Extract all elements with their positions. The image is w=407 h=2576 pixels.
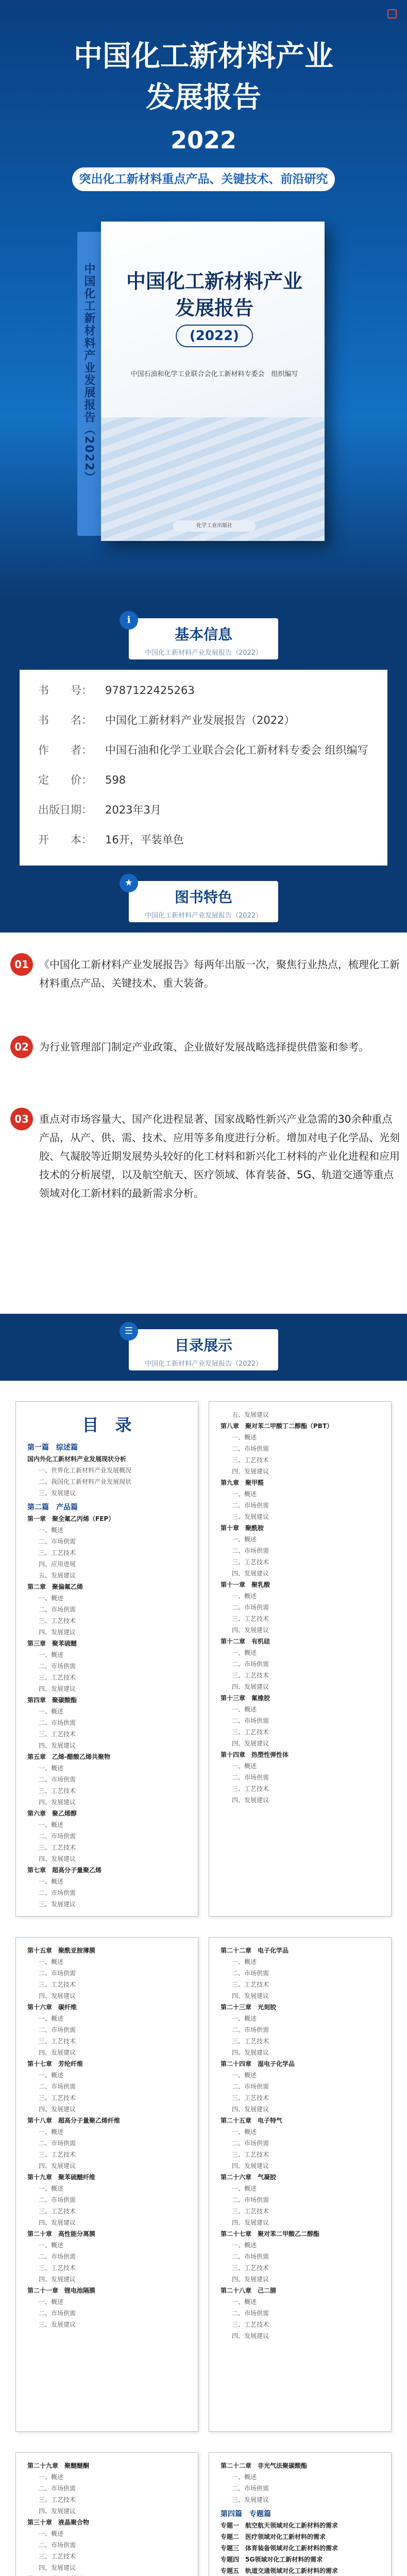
- toc-entry: 三、工艺技术: [39, 1787, 76, 1794]
- toc-entry: 一、概述: [39, 2473, 64, 2481]
- toc-entry: 二、市场供需: [232, 2140, 269, 2147]
- toc-entry: 一、概述: [39, 2072, 64, 2079]
- book-front-cover: [101, 222, 325, 541]
- toc-entry: 三、发展建议: [39, 1901, 76, 1908]
- toc-entry: 一、概述: [232, 2185, 257, 2192]
- toc-entry: 专题三 体育装备领域对化工新材料的需求: [221, 2545, 338, 2552]
- feature-text: 为行业管理部门制定产业政策、企业做好发展战略选择提供借鉴和参考。: [39, 1041, 369, 1053]
- toc-entry: 一、概述: [232, 2298, 257, 2306]
- toc-header: [124, 1326, 278, 1370]
- toc-entry: 一、概述: [39, 2242, 64, 2249]
- toc-subtitle: 中国化工新材料产业发展报告（2022）: [144, 1360, 263, 1368]
- toc-entry: 第十七章 芳纶纤维: [27, 2060, 83, 2067]
- toc-entry: 三、工艺技术: [232, 2208, 269, 2215]
- toc-entry: 三、工艺技术: [39, 1844, 76, 1851]
- toc-entry: 二、市场供需: [232, 2485, 269, 2492]
- toc-entry: 三、工艺技术: [39, 2264, 76, 2272]
- toc-entry: 一、概述: [39, 2298, 64, 2306]
- toc-entry: 三、工艺技术: [39, 1674, 76, 1681]
- toc-entry: 第九章 聚甲醛: [221, 1479, 264, 1486]
- feature-item: [10, 1036, 402, 1092]
- info-row-format: [20, 828, 387, 851]
- toc-entry: 第二十九章 聚醚醚酮: [27, 2462, 90, 2469]
- features-panel: [0, 933, 407, 1314]
- toc-entry: 二、市场供需: [232, 2253, 269, 2260]
- toc-entry: 二、市场供需: [39, 1970, 76, 1977]
- toc-entry: 三、工艺技术: [232, 2151, 269, 2158]
- info-key: 出版日期：: [38, 804, 92, 816]
- toc-entry: 二、市场供需: [232, 1970, 269, 1977]
- book-cover-title-line2: 发展报告: [175, 297, 253, 319]
- info-value: 598: [105, 774, 126, 786]
- toc-entry: 第十一章 聚乳酸: [221, 1581, 270, 1588]
- info-row-date: [20, 799, 387, 821]
- info-row-isbn: [20, 679, 387, 702]
- toc-entry: 二、市场供需: [39, 2310, 76, 2317]
- toc-entry: 第十四章 热塑性弹性体: [221, 1751, 289, 1758]
- toc-page-2: [209, 1401, 392, 1917]
- toc-entry: 第十六章 碳纤维: [27, 2004, 77, 2011]
- book-cover-title-line1: 中国化工新材料产业: [126, 270, 302, 293]
- toc-entry: 三、工艺技术: [39, 1731, 76, 1738]
- toc-entry: 一、概述: [232, 1592, 257, 1600]
- info-key: 书 名：: [38, 714, 92, 726]
- toc-entry: 三、工艺技术: [232, 1981, 269, 1988]
- toc-entry: 第二篇 产品篇: [27, 1503, 78, 1512]
- toc-entry: 三、工艺技术: [39, 2151, 76, 2158]
- toc-panel: [0, 1381, 407, 2576]
- toc-entry: 第二十二章 电子化学品: [221, 1947, 289, 1954]
- toc-entry: 二、市场供需: [39, 1719, 76, 1726]
- info-row-author: [20, 739, 387, 761]
- info-key: 开 本：: [38, 834, 92, 846]
- toc-entry: 第五章 乙烯-醋酸乙烯共聚物: [27, 1753, 110, 1760]
- feature-number-badge: 03: [10, 1108, 33, 1130]
- info-value: 16开，平装单色: [105, 834, 184, 846]
- toc-entry: 第七章 超高分子量聚乙烯: [27, 1867, 102, 1874]
- hero-subtitle: 突出化工新材料重点产品、关键技术、前沿研究: [72, 167, 335, 191]
- hero-banner: [0, 0, 407, 598]
- toc-entry: 第一章 聚全氟乙丙烯（FEP）: [27, 1515, 115, 1522]
- toc-entry: 一、概述: [39, 2185, 64, 2192]
- toc-entry: 四、应用进展: [39, 1561, 76, 1568]
- basic-info-title: 基本信息: [174, 626, 232, 643]
- toc-entry: 二、市场供需: [232, 1547, 269, 1554]
- toc-entry: 一、概述: [232, 2128, 257, 2136]
- toc-entry: 专题一 航空航天领域对化工新材料的需求: [221, 2522, 338, 2529]
- toc-lines: [27, 1442, 186, 1910]
- toc-entry: 第二十一章 锂电池隔膜: [27, 2287, 96, 2294]
- toc-entry: 三、工艺技术: [39, 1981, 76, 1988]
- toc-entry: 二、市场供需: [39, 2485, 76, 2492]
- toc-entry: 一、概述: [39, 2128, 64, 2136]
- toc-entry: 三、工艺技术: [39, 2038, 76, 2045]
- toc-entry: 一、世界化工新材料产业发展概况: [39, 1467, 132, 1474]
- toc-entry: 二、市场供需: [39, 1776, 76, 1783]
- toc-entry: 一、概述: [39, 1821, 64, 1828]
- toc-entry: 四、发展建议: [39, 1992, 76, 1999]
- toc-page-5: [15, 2452, 198, 2576]
- toc-entry: 第二十三章 光刻胶: [221, 2004, 277, 2011]
- toc-lines: [27, 2460, 186, 2576]
- toc-entry: 三、工艺技术: [232, 1558, 269, 1566]
- toc-entry: 第四篇 专题篇: [221, 2510, 271, 2518]
- hero-year: 2022: [170, 126, 237, 154]
- book-spine: [77, 232, 101, 536]
- toc-page-title: 目 录: [82, 1415, 132, 1435]
- book-cover-editor: 中国石油和化学工业联合会化工新材料专委会 组织编写: [130, 370, 298, 378]
- toc-title: 目录展示: [174, 1337, 232, 1354]
- toc-lines: [221, 1409, 380, 1806]
- toc-entry: 四、发展建议: [39, 2049, 76, 2056]
- toc-entry: 第十九章 聚苯硫醚纤维: [27, 2174, 96, 2181]
- features-subtitle: 中国化工新材料产业发展报告（2022）: [144, 912, 263, 920]
- toc-entry: 一、概述: [232, 1762, 257, 1770]
- basic-info-subtitle: 中国化工新材料产业发展报告（2022）: [144, 649, 263, 657]
- info-value: 中国化工新材料产业发展报告（2022）: [105, 714, 295, 726]
- info-row-price: [20, 769, 387, 791]
- toc-entry: 四、发展建议: [232, 1797, 269, 1804]
- toc-entry: 三、工艺技术: [39, 1549, 76, 1556]
- toc-entry: 四、发展建议: [39, 2162, 76, 2170]
- features-title: 图书特色: [174, 889, 232, 906]
- toc-entry: 三、发展建议: [232, 1513, 269, 1520]
- toc-entry: 一、概述: [232, 1434, 257, 1441]
- toc-entry: 四、发展建议: [39, 2106, 76, 2113]
- info-key: 书 号：: [38, 684, 92, 697]
- toc-entry: 一、概述: [232, 2072, 257, 2079]
- toc-entry: 三、发展建议: [232, 2496, 269, 2503]
- toc-entry: 二、我国化工新材料产业发展现状: [39, 1478, 132, 1485]
- feature-number-badge: 01: [10, 953, 33, 976]
- toc-lines: [221, 1945, 380, 2342]
- toc-entry: 四、发展建议: [39, 1742, 76, 1749]
- toc-entry: 二、市场供需: [232, 2026, 269, 2033]
- toc-entry: 第二十七章 聚对苯二甲酸乙二醇酯: [221, 2230, 320, 2238]
- info-row-title: [20, 709, 387, 732]
- toc-entry: 四、发展建议: [39, 2564, 76, 2571]
- feature-text: 《中国化工新材料产业发展报告》每两年出版一次，聚焦行业热点，梳理化工新材料重点产品、关键技术、重大装备。: [39, 958, 400, 989]
- toc-entry: 第十三章 氟橡胶: [221, 1694, 270, 1702]
- toc-entry: 二、市场供需: [232, 1604, 269, 1611]
- toc-entry: 第四章 聚碳酸酯: [27, 1697, 77, 1704]
- toc-entry: 第二章 聚偏氟乙烯: [27, 1583, 83, 1590]
- toc-entry: 四、发展建议: [232, 2219, 269, 2226]
- toc-entry: 二、市场供需: [39, 1833, 76, 1840]
- toc-entry: 第三章 聚苯硫醚: [27, 1640, 77, 1647]
- toc-entry: 三、工艺技术: [232, 1672, 269, 1679]
- toc-lines: [221, 2460, 380, 2576]
- toc-entry: 三、工艺技术: [39, 1617, 76, 1624]
- toc-entry: 四、发展建议: [39, 1855, 76, 1862]
- toc-entry: 一、概述: [39, 1708, 64, 1715]
- toc-entry: 二、市场供需: [39, 1538, 76, 1545]
- toc-entry: 一、概述: [232, 2015, 257, 2022]
- toc-entry: 四、发展建议: [232, 2162, 269, 2170]
- toc-entry: 四、发展建议: [232, 2049, 269, 2056]
- info-key: 定 价：: [38, 774, 92, 786]
- toc-entry: 二、市场供需: [232, 1502, 269, 1509]
- corner-mark-icon: [387, 9, 397, 19]
- toc-entry: 三、工艺技术: [39, 2553, 76, 2560]
- feature-item: [10, 1108, 402, 1293]
- book-cover-publisher: 化学工业出版社: [173, 520, 256, 532]
- toc-entry: 一、概述: [39, 1878, 64, 1885]
- toc-entry: 一、概述: [232, 1958, 257, 1965]
- toc-entry: 第十章 聚酰胺: [221, 1524, 264, 1532]
- info-value: 9787122425263: [105, 684, 195, 697]
- toc-entry: 四、发展建议: [232, 1570, 269, 1577]
- toc-entry: 第二十八章 己二腈: [221, 2287, 277, 2294]
- toc-entry: 一、概述: [39, 1527, 64, 1534]
- toc-page-3: [15, 1937, 198, 2432]
- toc-entry: 四、发展建议: [232, 2332, 269, 2340]
- toc-entry: 三、工艺技术: [232, 1456, 269, 1464]
- toc-entry: 一、概述: [39, 1595, 64, 1602]
- toc-entry: 三、工艺技术: [232, 1728, 269, 1736]
- toc-entry: 二、市场供需: [39, 2083, 76, 2090]
- hero-title-line1: 中国化工新材料产业: [74, 40, 333, 73]
- toc-entry: 二、市场供需: [39, 1889, 76, 1896]
- toc-entry: 四、发展建议: [39, 2276, 76, 2283]
- features-header: [124, 877, 278, 922]
- list-icon: ☰: [120, 1322, 138, 1341]
- toc-entry: 三、发展建议: [39, 2321, 76, 2328]
- toc-entry: 三、工艺技术: [232, 1615, 269, 1622]
- toc-entry: 第一篇 综述篇: [27, 1444, 78, 1452]
- info-key: 作 者：: [38, 744, 92, 756]
- toc-entry: 四、发展建议: [39, 1799, 76, 1806]
- toc-entry: 二、市场供需: [232, 1660, 269, 1668]
- toc-entry: 四、发展建议: [232, 2106, 269, 2113]
- feature-text: 重点对市场容量大、国产化进程显著、国家战略性新兴产业急需的30余种重点产品，从产、供、需、技术、应用等多角度进行分析。增加对电子化学品、光刻胶、气凝胶等近期发展势头较好的化工材料和新兴化工材料的产业化进程和应用技术的分析展望，以及航空航天、医疗领域、体育装备、5G、轨道交通等重点领域对化工新材料的最新需求分析。: [39, 1113, 400, 1199]
- toc-entry: 第二十四章 湿电子化学品: [221, 2060, 295, 2067]
- toc-entry: 四、发展建议: [232, 1468, 269, 1475]
- feature-item: [10, 953, 402, 1015]
- toc-entry: 三、工艺技术: [39, 2094, 76, 2102]
- basic-info-header: [127, 615, 278, 659]
- book-cover-title: [116, 268, 312, 321]
- hero-title-line2: 发展报告: [146, 81, 261, 114]
- toc-entry: 四、发展建议: [232, 1740, 269, 1747]
- toc-entry: 四、发展建议: [232, 2276, 269, 2283]
- book-cover-image: [77, 222, 325, 541]
- toc-entry: 二、市场供需: [232, 1445, 269, 1452]
- toc-entry: 一、概述: [39, 1651, 64, 1658]
- toc-entry: 三、工艺技术: [232, 1785, 269, 1792]
- toc-entry: 第十二章 有机硅: [221, 1638, 270, 1645]
- toc-entry: 三、发展建议: [39, 1489, 76, 1497]
- toc-entry: 二、市场供需: [39, 2196, 76, 2204]
- toc-entry: 四、发展建议: [232, 1683, 269, 1690]
- toc-entry: 国内外化工新材料产业发展现状分析: [27, 1455, 127, 1463]
- toc-entry: 第三十章 液晶聚合物: [27, 2519, 90, 2526]
- toc-entry: 第二十五章 电子特气: [221, 2117, 283, 2124]
- toc-entry: 二、市场供需: [39, 1663, 76, 1670]
- toc-entry: 一、概述: [232, 1649, 257, 1656]
- book-spine-text: 中国化工新材料产业发展报告（2022）: [82, 263, 95, 484]
- toc-entry: 四、发展建议: [39, 1685, 76, 1692]
- toc-entry: 一、概述: [232, 1536, 257, 1543]
- toc-entry: 二、市场供需: [232, 2083, 269, 2090]
- toc-entry: 第十五章 聚酰亚胺薄膜: [27, 1947, 96, 1954]
- toc-entry: 四、发展建议: [232, 1992, 269, 1999]
- toc-entry: 五、发展建议: [232, 1411, 269, 1418]
- toc-entry: 二、市场供需: [39, 2253, 76, 2260]
- toc-entry: 第十八章 超高分子量聚乙烯纤维: [27, 2117, 121, 2124]
- info-icon: ℹ: [120, 611, 138, 630]
- toc-entry: 三、工艺技术: [232, 2094, 269, 2102]
- toc-entry: 五、发展建议: [39, 1572, 76, 1579]
- star-icon: ★: [120, 874, 138, 892]
- info-value: 2023年3月: [105, 804, 161, 816]
- toc-entry: 第八章 聚对苯二甲酸丁二醇酯（PBT）: [221, 1422, 333, 1430]
- toc-entry: 二、市场供需: [232, 1717, 269, 1724]
- toc-entry: 三、工艺技术: [39, 2208, 76, 2215]
- toc-page-6: [209, 2452, 392, 2576]
- toc-entry: [27, 2573, 186, 2576]
- toc-entry: 一、概述: [232, 2242, 257, 2249]
- book-cover-year: (2022): [176, 325, 253, 347]
- toc-entry: 二、市场供需: [232, 2196, 269, 2204]
- toc-entry: 三、工艺技术: [232, 2321, 269, 2328]
- toc-entry: 二、市场供需: [39, 1606, 76, 1613]
- toc-entry: 三、工艺技术: [39, 2496, 76, 2503]
- toc-entry: 四、发展建议: [39, 2219, 76, 2226]
- toc-entry: 一、概述: [39, 1958, 64, 1965]
- toc-page-4: [209, 1937, 392, 2432]
- toc-entry: 一、概述: [232, 1706, 257, 1713]
- toc-entry: 第二十章 高性能分离膜: [27, 2230, 96, 2238]
- toc-lines: [27, 1945, 186, 2330]
- toc-entry: 一、概述: [39, 1765, 64, 1772]
- toc-entry: 二、市场供需: [232, 2310, 269, 2317]
- toc-entry: 四、发展建议: [39, 1629, 76, 1636]
- toc-entry: 一、概述: [39, 2530, 64, 2537]
- toc-page-1: [15, 1401, 198, 1917]
- toc-entry: 四、发展建议: [39, 2507, 76, 2515]
- toc-entry: 专题四 5G领域对化工新材料的需求: [221, 2556, 323, 2563]
- toc-entry: 三、工艺技术: [232, 2264, 269, 2272]
- toc-entry: 第二十六章 气凝胶: [221, 2174, 277, 2181]
- toc-entry: 二、市场供需: [39, 2541, 76, 2549]
- toc-entry: 四、发展建议: [232, 1626, 269, 1634]
- info-value: 中国石油和化学工业联合会化工新材料专委会 组织编写: [105, 744, 368, 756]
- hero-title: [0, 36, 407, 118]
- toc-entry: 一、概述: [232, 1490, 257, 1498]
- toc-entry: 第六章 聚乙烯醇: [27, 1810, 77, 1817]
- basic-info-panel: [20, 670, 387, 866]
- toc-entry: 专题五 轨道交通领域对化工新材料的需求: [221, 2567, 338, 2574]
- feature-number-badge: 02: [10, 1036, 33, 1058]
- toc-entry: 专题二 医疗领域对化工新材料的需求: [221, 2533, 326, 2540]
- toc-entry: 第二十二章 非光气法聚碳酸酯: [221, 2462, 308, 2469]
- toc-entry: 二、市场供需: [39, 2026, 76, 2033]
- toc-entry: 一、概述: [232, 2473, 257, 2481]
- toc-entry: 二、市场供需: [39, 2140, 76, 2147]
- toc-entry: 三、工艺技术: [232, 2038, 269, 2045]
- toc-entry: 一、概述: [39, 2015, 64, 2022]
- toc-entry: 二、市场供需: [232, 1774, 269, 1781]
